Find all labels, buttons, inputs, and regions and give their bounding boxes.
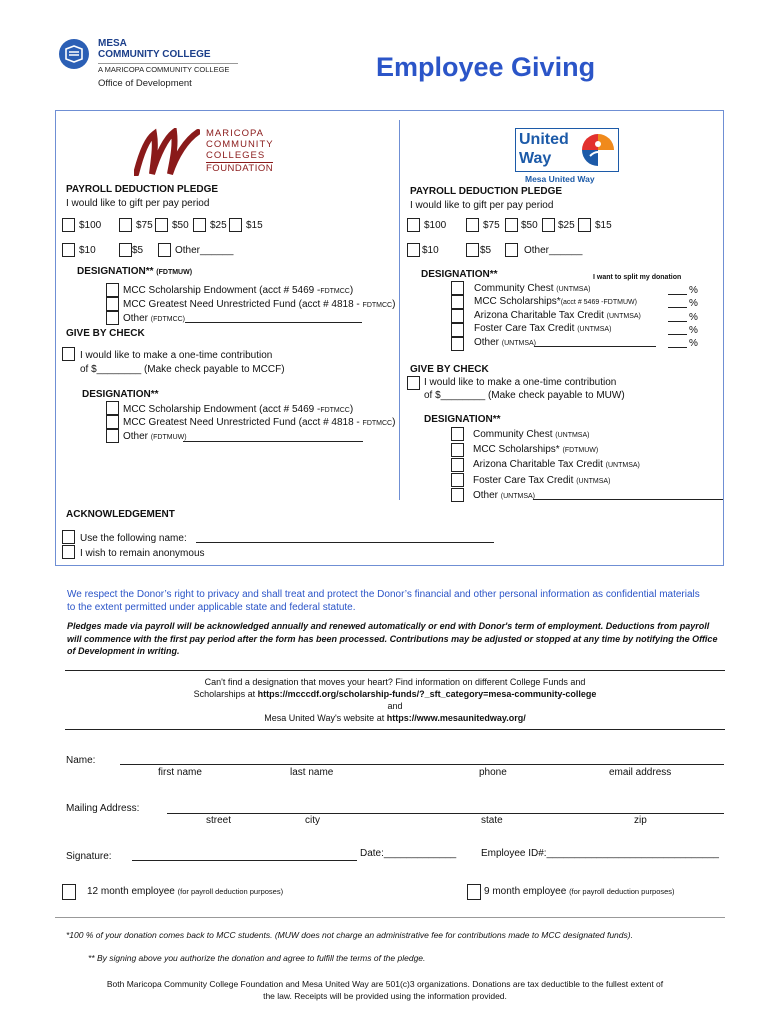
right-check-designation-3-text: Arizona Charitable Tax Credit <box>473 459 606 470</box>
employee-12-month-note: (for payroll deduction purposes) <box>177 887 284 896</box>
left-check-designation-2-tail: ) <box>392 417 396 428</box>
ack-anonymous-checkbox[interactable] <box>62 545 75 559</box>
right-designation-4-checkbox[interactable] <box>451 323 464 337</box>
info-line2-pre: Scholarships at <box>193 689 258 699</box>
left-amount-50-checkbox[interactable] <box>155 218 168 232</box>
right-designation-1-text: Community Chest <box>474 283 557 294</box>
ack-title: ACKNOWLEDGEMENT <box>66 509 175 520</box>
left-amount-25-label: $25 <box>210 220 227 231</box>
right-check-designation-3-code: (UNTMSA) <box>605 462 640 469</box>
address-field-street: street <box>206 815 232 826</box>
left-designation-2-code: FDTMCC <box>362 302 393 309</box>
right-designation-3-code: (UNTMSA) <box>606 313 641 320</box>
main-form-box <box>55 110 724 566</box>
left-amount-other-checkbox[interactable] <box>158 243 171 257</box>
left-designation-2 <box>123 299 395 312</box>
org-line3: A MARICOPA COMMUNITY COLLEGE <box>98 63 238 74</box>
right-check-title: GIVE BY CHECK <box>410 364 489 375</box>
employee-9-month-note: (for payroll deduction purposes) <box>569 887 675 896</box>
left-amount-100-label: $100 <box>79 220 102 231</box>
footer-rule <box>55 917 725 918</box>
left-pledge-title: PAYROLL DEDUCTION PLEDGE <box>66 184 219 195</box>
left-designation-code: (FDTMUW) <box>156 269 193 276</box>
left-check-line2: of $________ (Make check payable to MCCF) <box>80 364 285 375</box>
left-amount-10-label: $10 <box>79 245 96 256</box>
right-designation-3 <box>474 310 641 323</box>
right-check-designation-1-code: (UNTMSA) <box>555 432 590 439</box>
right-check-designation-title: DESIGNATION** <box>424 414 501 425</box>
address-field-state: state <box>481 815 503 826</box>
right-check-designation-4 <box>473 475 610 488</box>
right-check-designation-4-text: Foster Care Tax Credit <box>473 475 577 486</box>
right-check-line2: of $________ (Make check payable to MUW) <box>424 390 625 401</box>
info-mcccdf-link[interactable]: https://mcccdf.org/scholarship-funds/?_sft_category=mesa-community-college <box>257 689 597 699</box>
right-designation-title: DESIGNATION** <box>421 269 498 280</box>
left-check-designation-3-text: Other <box>123 431 151 442</box>
name-label: Name: <box>66 755 96 766</box>
info-line4 <box>65 713 725 723</box>
uw-line2: Way <box>519 150 552 167</box>
left-pledge-sub: I would like to gift per pay period <box>66 198 210 209</box>
left-check-title: GIVE BY CHECK <box>66 328 145 339</box>
right-check-designation-5-checkbox[interactable] <box>451 488 464 502</box>
footer-note2: ** By signing above you authorize the donation and agree to fulfill the terms of the pledge. <box>88 953 426 963</box>
left-check-designation-2 <box>123 417 395 430</box>
left-amount-5-checkbox[interactable] <box>119 243 132 257</box>
right-percent-5: % <box>689 338 698 349</box>
left-amount-100-checkbox[interactable] <box>62 218 75 232</box>
right-designation-4 <box>474 323 611 336</box>
right-split-note: I want to split my donation <box>593 274 682 281</box>
org-line4: Office of Development <box>98 78 192 89</box>
right-amount-100-label: $100 <box>424 220 447 231</box>
right-check-designation-5-code: (UNTMSA) <box>500 493 536 500</box>
employee-12-month-checkbox[interactable] <box>62 884 76 900</box>
mccf-line3: COLLEGES <box>206 150 266 161</box>
page-title: Employee Giving <box>376 52 596 82</box>
mccf-m-icon <box>134 128 200 176</box>
info-line4-pre: Mesa United Way's website at <box>264 713 387 723</box>
right-pledge-title: PAYROLL DEDUCTION PLEDGE <box>410 186 563 197</box>
uw-hand-icon <box>580 132 616 168</box>
org-line2: COMMUNITY COLLEGE <box>98 49 211 60</box>
signature-label: Signature: <box>66 851 112 862</box>
right-percent-4: % <box>689 325 698 336</box>
right-designation-2-checkbox[interactable] <box>451 295 464 309</box>
left-designation-title-text: DESIGNATION** <box>77 266 154 277</box>
info-top-rule <box>65 670 725 671</box>
right-check-designation-2-checkbox[interactable] <box>451 443 464 457</box>
right-designation-1-checkbox[interactable] <box>451 281 464 295</box>
left-amount-15-label: $15 <box>246 220 263 231</box>
pledges-note: Pledges made via payroll will be acknowledged annually and renewed automatically or end with Donor's term of employment. Deductions from payroll will commence with the first pay period after the form has been processed. Contributions may be adjusted or stopped at any time by notifying the Office of Development in writing. <box>67 621 718 656</box>
footer-note3-line1: Both Maricopa Community College Foundation and Mesa United Way are 501(c)3 organizations. Donations are tax deductible to the fullest extent of <box>106 979 664 989</box>
left-designation-3-checkbox[interactable] <box>106 311 119 325</box>
name-input-line[interactable] <box>120 764 724 765</box>
name-field-phone: phone <box>479 767 507 778</box>
right-check-designation-1 <box>473 429 589 442</box>
right-check-line1: I would like to make a one-time contribution <box>424 377 617 388</box>
mcc-logo-icon <box>58 38 90 70</box>
info-line3: and <box>387 701 403 711</box>
right-amount-15-checkbox[interactable] <box>578 218 591 232</box>
right-designation-2-code: (acct # 5469 -FDTMUW) <box>560 299 637 306</box>
right-check-designation-2 <box>473 444 598 457</box>
right-percent-4-field[interactable] <box>668 334 687 335</box>
left-check-designation-1-code: FDTMCC <box>320 407 350 414</box>
left-check-designation-1-tail: ) <box>349 404 354 415</box>
info-bottom-rule <box>65 729 725 730</box>
address-label: Mailing Address: <box>66 803 140 814</box>
left-amount-5-label: $5 <box>132 245 144 256</box>
right-designation-5-text: Other <box>474 337 502 348</box>
employee-9-month-label <box>484 886 675 898</box>
right-amount-other-checkbox[interactable] <box>505 243 518 257</box>
right-check-designation-2-code: (FDTMUW) <box>562 447 599 454</box>
info-line1: Can't find a designation that moves your heart? Find information on different College Funds and <box>204 677 586 687</box>
right-check-designation-1-text: Community Chest <box>473 429 556 440</box>
right-designation-2 <box>474 296 637 309</box>
left-check-designation-1-checkbox[interactable] <box>106 401 119 415</box>
date-field[interactable]: Date:_____________ <box>360 848 457 859</box>
right-percent-3: % <box>689 312 698 323</box>
left-designation-1 <box>123 285 353 298</box>
left-check-designation-2-code: FDTMCC <box>362 420 393 427</box>
info-line2 <box>65 689 725 699</box>
united-way-logo <box>515 128 619 186</box>
right-amount-10-checkbox[interactable] <box>407 243 420 257</box>
left-check-designation-3-checkbox[interactable] <box>106 429 119 443</box>
right-designation-3-text: Arizona Charitable Tax Credit <box>474 310 607 321</box>
right-check-designation-other-line[interactable] <box>533 499 723 500</box>
mccf-logo <box>134 126 284 176</box>
right-amount-75-label: $75 <box>483 220 500 231</box>
name-field-first: first name <box>158 767 202 778</box>
right-amount-25-checkbox[interactable] <box>542 218 555 232</box>
ack-use-name-label: Use the following name: <box>80 533 187 544</box>
left-designation-1-tail: ) <box>349 285 354 296</box>
left-designation-3-code: (FDTMCC) <box>150 316 186 323</box>
right-percent-3-field[interactable] <box>668 321 687 322</box>
right-percent-2-field[interactable] <box>668 307 687 308</box>
right-amount-25-label: $25 <box>558 220 575 231</box>
footer-note1: *100 % of your donation comes back to MCC students. (MUW does not charge an administrative fee for contributions made to MCC designated funds). <box>66 930 633 940</box>
right-designation-1 <box>474 283 590 296</box>
ack-use-name-checkbox[interactable] <box>62 530 75 544</box>
left-designation-3-text: Other <box>123 313 151 324</box>
right-percent-1-field[interactable] <box>668 294 687 295</box>
left-designation-other-line[interactable] <box>185 322 362 323</box>
left-check-designation-1-text: MCC Scholarship Endowment (acct # 5469 - <box>123 404 321 415</box>
right-designation-other-line[interactable] <box>534 346 656 347</box>
left-designation-3 <box>123 313 185 326</box>
right-amount-50-checkbox[interactable] <box>505 218 518 232</box>
left-designation-title <box>77 266 192 279</box>
right-designation-5 <box>474 337 536 350</box>
right-designation-4-code: (UNTMSA) <box>577 326 612 333</box>
right-amount-other-label: Other______ <box>524 245 583 256</box>
privacy-statement: We respect the Donor’s right to privacy and shall treat and protect the Donor’s financial and other personal information as confidential materials to the extent permitted under applicable state and federal statute. <box>67 589 700 613</box>
signature-input[interactable] <box>132 860 357 861</box>
left-check-designation-2-checkbox[interactable] <box>106 415 119 429</box>
employee-9-month-checkbox[interactable] <box>467 884 481 900</box>
right-designation-4-text: Foster Care Tax Credit <box>474 323 578 334</box>
mccf-line1: MARICOPA <box>206 128 264 139</box>
employee-12-month-label <box>87 886 283 898</box>
left-check-designation-3 <box>123 431 187 444</box>
name-field-last: last name <box>290 767 334 778</box>
right-percent-2: % <box>689 298 698 309</box>
employee-9-month-text: 9 month employee <box>484 886 570 897</box>
right-percent-1: % <box>689 285 698 296</box>
ack-anonymous-label: I wish to remain anonymous <box>80 548 205 559</box>
right-amount-15-label: $15 <box>595 220 612 231</box>
org-line1: MESA <box>98 38 127 49</box>
right-check-designation-3 <box>473 459 640 472</box>
left-designation-2-tail: ) <box>392 299 396 310</box>
left-designation-1-text: MCC Scholarship Endowment (acct # 5469 - <box>123 285 321 296</box>
right-check-designation-1-checkbox[interactable] <box>451 427 464 441</box>
right-designation-5-code: (UNTMSA) <box>501 340 537 347</box>
right-amount-75-checkbox[interactable] <box>466 218 479 232</box>
left-designation-2-checkbox[interactable] <box>106 297 119 311</box>
address-field-zip: zip <box>634 815 647 826</box>
right-amount-50-label: $50 <box>521 220 538 231</box>
left-amount-other-label: Other______ <box>175 245 234 256</box>
right-amount-10-label: $10 <box>422 245 439 256</box>
column-divider <box>399 120 400 500</box>
right-check-designation-4-checkbox[interactable] <box>451 473 464 487</box>
right-designation-3-checkbox[interactable] <box>451 309 464 323</box>
uw-line1: United <box>519 131 569 148</box>
uw-box <box>515 128 619 172</box>
ack-name-input[interactable] <box>196 542 494 543</box>
right-amount-5-label: $5 <box>480 245 492 256</box>
left-amount-75-checkbox[interactable] <box>119 218 132 232</box>
left-check-designation-title: DESIGNATION** <box>82 389 159 400</box>
left-amount-15-checkbox[interactable] <box>229 218 242 232</box>
left-check-designation-1 <box>123 404 353 417</box>
right-check-designation-3-checkbox[interactable] <box>451 458 464 472</box>
right-check-checkbox[interactable] <box>407 376 420 390</box>
address-field-city: city <box>305 815 320 826</box>
right-percent-5-field[interactable] <box>668 347 687 348</box>
employee-12-month-text: 12 month employee <box>87 886 178 897</box>
mccf-line2: COMMUNITY <box>206 139 274 150</box>
left-check-checkbox[interactable] <box>62 347 75 361</box>
info-muw-link[interactable]: https://www.mesaunitedway.org/ <box>386 713 526 723</box>
left-amount-10-checkbox[interactable] <box>62 243 75 257</box>
mccf-line4: FOUNDATION <box>206 163 274 174</box>
left-designation-1-checkbox[interactable] <box>106 283 119 297</box>
footer-note3-line2: the law. Receipts will be provided using the information provided. <box>263 991 507 1001</box>
right-check-designation-5-text: Other <box>473 490 501 501</box>
right-amount-5-checkbox[interactable] <box>466 243 479 257</box>
right-pledge-sub: I would like to gift per pay period <box>410 200 554 211</box>
right-check-designation-4-code: (UNTMSA) <box>576 478 611 485</box>
uw-caption: Mesa United Way <box>525 174 595 184</box>
left-check-designation-other-line[interactable] <box>183 441 363 442</box>
left-designation-2-text: MCC Greatest Need Unrestricted Fund (acct # 4818 - <box>123 299 363 310</box>
right-amount-100-checkbox[interactable] <box>407 218 420 232</box>
employee-id-field[interactable]: Employee ID#:_______________________________ <box>481 848 719 859</box>
left-amount-25-checkbox[interactable] <box>193 218 206 232</box>
right-designation-2-text: MCC Scholarships* <box>474 296 561 307</box>
right-check-designation-2-text: MCC Scholarships* <box>473 444 563 455</box>
left-amount-75-label: $75 <box>136 220 153 231</box>
right-designation-5-checkbox[interactable] <box>451 337 464 351</box>
left-check-designation-3-code: (FDTMUW) <box>150 434 187 441</box>
name-field-email: email address <box>609 767 672 778</box>
address-input-line[interactable] <box>167 813 724 814</box>
mcc-logo <box>58 38 248 92</box>
left-designation-1-code: FDTMCC <box>320 288 350 295</box>
left-check-designation-2-text: MCC Greatest Need Unrestricted Fund (acct # 4818 - <box>123 417 363 428</box>
right-designation-1-code: (UNTMSA) <box>556 286 591 293</box>
left-amount-50-label: $50 <box>172 220 189 231</box>
right-check-designation-5 <box>473 490 535 503</box>
left-check-line1: I would like to make a one-time contribution <box>80 350 273 361</box>
